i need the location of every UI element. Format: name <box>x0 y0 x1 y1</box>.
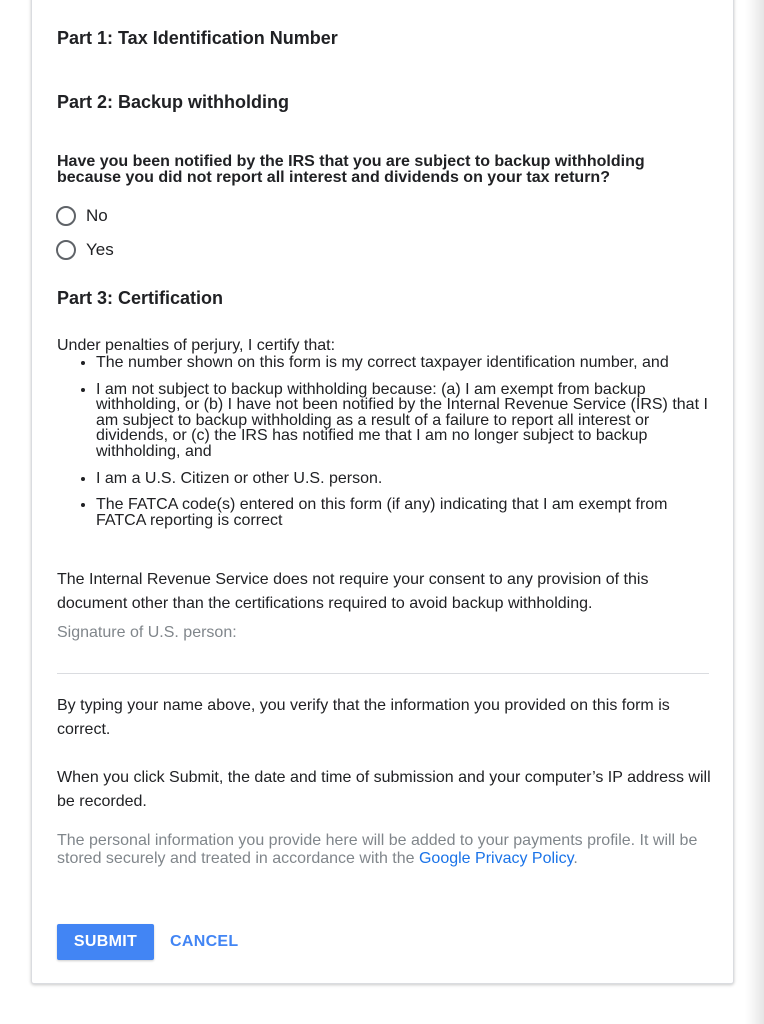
signature-input[interactable] <box>57 646 709 674</box>
radio-button-no[interactable] <box>56 206 76 226</box>
part2-heading: Part 2: Backup withholding <box>57 92 290 112</box>
consent-statement: The Internal Revenue Service does not require your consent to any provision of this document other than the certifications required to avoid backup withholding. <box>57 571 649 612</box>
part3-heading: Part 3: Certification <box>57 288 224 308</box>
cancel-button[interactable]: CANCEL <box>160 924 248 960</box>
radio-label-no: No <box>86 206 108 225</box>
tax-form-card <box>31 0 734 984</box>
certification-item: • The FATCA code(s) entered on this form (if any) indicating that I am exempt from FATCA reporting is correct <box>96 497 716 528</box>
page-edge-shadow <box>744 0 764 1024</box>
privacy-policy-link[interactable]: Google Privacy Policy <box>418 850 574 867</box>
certification-list <box>71 355 716 528</box>
certification-item: • I am not subject to backup withholding because: (a) I am exempt from backup withholding, or (b) I have not been notified by the Internal Revenue Service (IRS) that I am subject to backup withholding as a result of a failure to report all interest or dividends, or (c) the IRS has notified me that I am no longer subject to backup withholding, and <box>96 382 716 460</box>
certification-intro: Under penalties of perjury, I certify that: <box>57 337 336 354</box>
radio-option-no[interactable] <box>56 206 108 226</box>
radio-button-yes[interactable] <box>56 240 76 260</box>
radio-label-yes: Yes <box>86 240 114 259</box>
certification-item: • I am a U.S. Citizen or other U.S. person. <box>96 471 716 487</box>
radio-option-yes[interactable] <box>56 240 114 260</box>
privacy-notice: The personal information you provide here will be added to your payments profile. It will be stored securely and treated in accordance with the Google Privacy Policy. <box>57 832 698 867</box>
backup-withholding-question: Have you been notified by the IRS that you are subject to backup withholding because you did not report all interest and dividends on your tax return? <box>57 153 645 186</box>
verify-statement: By typing your name above, you verify that the information you provided on this form is correct. <box>57 697 670 738</box>
certification-item: • The number shown on this form is my correct taxpayer identification number, and <box>96 355 716 371</box>
part1-heading: Part 1: Tax Identification Number <box>57 28 338 48</box>
submission-record-note: When you click Submit, the date and time of submission and your computer’s IP address will be recorded. <box>57 769 711 810</box>
submit-button[interactable]: SUBMIT <box>57 924 154 960</box>
signature-label: Signature of U.S. person: <box>57 624 237 641</box>
